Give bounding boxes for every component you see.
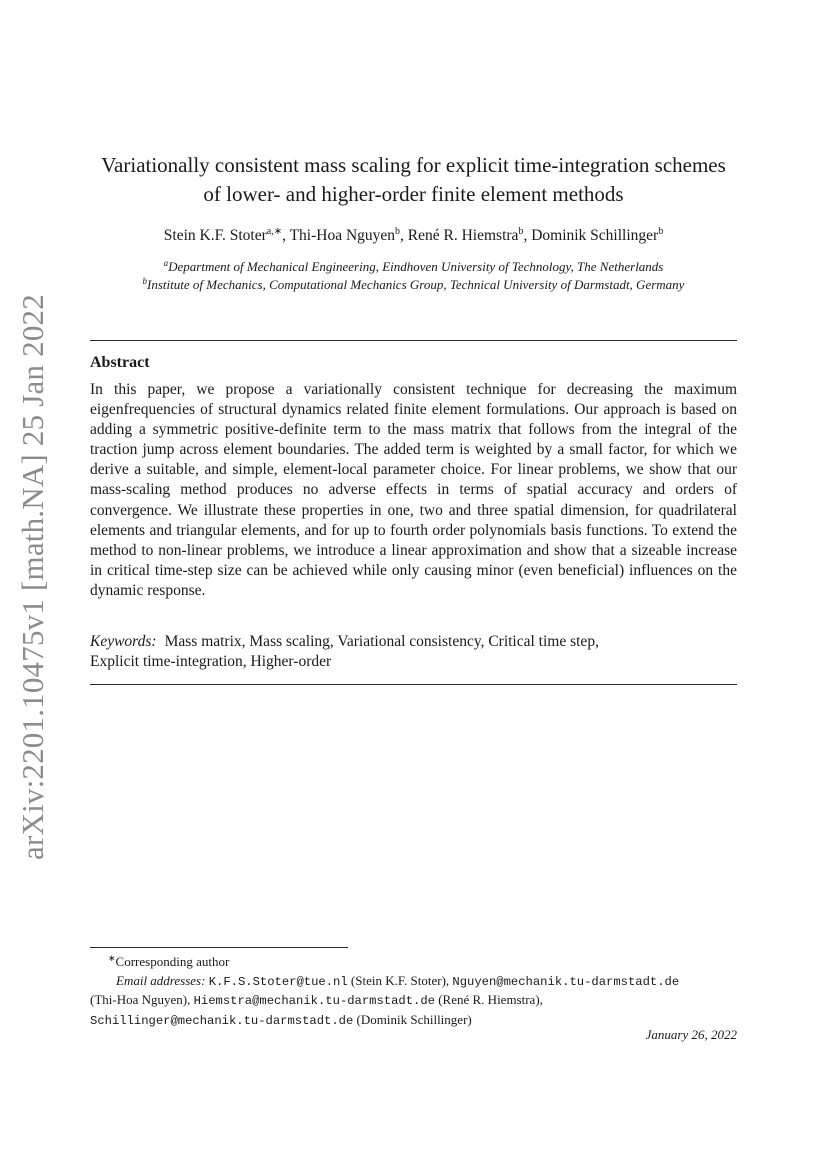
- abstract-heading: Abstract: [90, 354, 150, 371]
- email-link-stoter[interactable]: K.F.S.Stoter@tue.nl: [208, 974, 348, 989]
- email-link-nguyen[interactable]: Nguyen@mechanik.tu-darmstadt.de: [452, 974, 680, 989]
- email-addresses: Email addresses: K.F.S.Stoter@tue.nl (Stein K.F. Stoter), Nguyen@mechanik.tu-darmstadt.de: [90, 972, 737, 992]
- author: Stein K.F. Stoter$^{a,∗}$,: [163, 226, 290, 244]
- footnotes: [90, 953, 737, 1030]
- email-link-hiemstra[interactable]: Hiemstra@mechanik.tu-darmstadt.de: [193, 994, 435, 1008]
- document-date: January 26, 2022: [645, 1027, 737, 1042]
- arxiv-identifier-stamp: arXiv:2201.10475v1 [math.NA] 25 Jan 2022: [15, 294, 50, 860]
- keywords-line-1: Mass matrix, Mass scaling, Variational consistency, Critical time step,: [164, 633, 599, 650]
- email-addresses-cont: (Thi-Hoa Nguyen), Hiemstra@mechanik.tu-darmstadt.de (René R. Hiemstra),: [90, 992, 543, 1008]
- title-line-2: of lower- and higher-order finite element methods: [203, 182, 624, 206]
- author: Thi-Hoa Nguyen$^b$,: [289, 226, 408, 244]
- keywords-line-2: Explicit time-integration, Higher-order: [90, 653, 332, 671]
- affiliation: $^b$Institute of Mechanics, Computational Mechanics Group, Technical University of Darmstadt, Germany: [142, 276, 685, 292]
- keywords-label: Keywords:: [90, 633, 157, 650]
- email-addresses-cont: Schillinger@mechanik.tu-darmstadt.de (Dominik Schillinger): [90, 1011, 472, 1028]
- author-list: [90, 226, 737, 246]
- affiliation: $^a$Department of Mechanical Engineering, Eindhoven University of Technology, The Netherlands: [163, 258, 664, 274]
- abstract-top-rule: [90, 340, 737, 341]
- email-link-schillinger[interactable]: Schillinger@mechanik.tu-darmstadt.de: [90, 1013, 354, 1028]
- email-label: Email addresses:: [116, 972, 206, 988]
- paper-title: [90, 151, 737, 209]
- affiliations: [90, 258, 737, 294]
- corresponding-author-note: ∗Corresponding author: [108, 953, 230, 969]
- abstract-text: In this paper, we propose a variationally consistent technique for decreasing the maximum eigenfrequencies of structural dynamics related finite element formulations. Our approach is based on adding a symmetric positive-definite term to the mass matrix that follows from the integral of the traction jump across element boundaries. The added term is weighted by a small factor, for which we derive a suitable, and simple, element-local parameter choice. For linear problems, we show that our mass-scaling method produces no adverse effects in terms of spatial accuracy and orders of convergence. We illustrate these properties in one, two and three spatial dimension, for quadrilateral elements and triangular elements, and for up to fourth order polynomials basis functions. To extend the method to non-linear problems, we introduce a linear approximation and show that a sizeable increase in critical time-step size can be achieved while only causing minor (even beneficial) influences on the dynamic response.: [90, 381, 737, 599]
- author: Dominik Schillinger$^b$: [531, 226, 664, 244]
- title-line-1: Variationally consistent mass scaling for explicit time-integration schemes: [101, 153, 726, 177]
- author: René R. Hiemstra$^b$,: [407, 226, 532, 244]
- abstract-bottom-rule: [90, 684, 737, 685]
- footnote-rule: [90, 947, 348, 948]
- keywords: [90, 632, 737, 672]
